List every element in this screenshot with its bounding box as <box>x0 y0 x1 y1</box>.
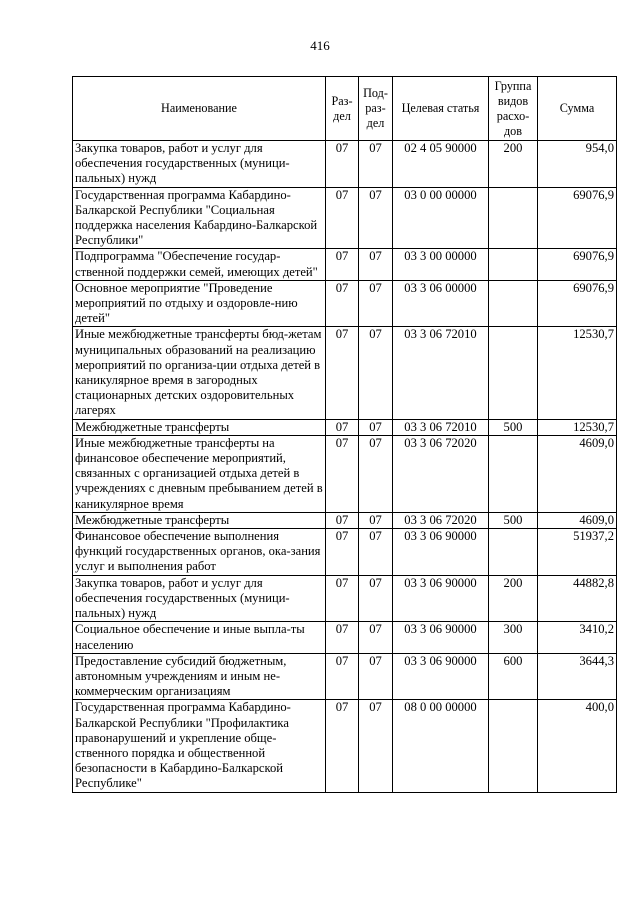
row-podrazdel: 07 <box>359 700 393 792</box>
row-statya: 03 0 00 00000 <box>393 187 489 249</box>
row-podrazdel: 07 <box>359 141 393 188</box>
row-gruppa: 200 <box>489 575 538 622</box>
row-gruppa <box>489 327 538 419</box>
row-razdel: 07 <box>326 141 359 188</box>
row-name: Подпрограмма "Обеспечение государ-ственной поддержки семей, имеющих детей" <box>73 249 326 280</box>
table-row <box>73 187 617 249</box>
row-gruppa: 500 <box>489 512 538 528</box>
table-row <box>73 529 617 576</box>
row-statya: 03 3 06 90000 <box>393 622 489 653</box>
row-razdel: 07 <box>326 529 359 576</box>
row-summa: 3644,3 <box>538 653 617 700</box>
row-gruppa <box>489 249 538 280</box>
header-podrazdel: Под-раз-дел <box>359 77 393 141</box>
row-razdel: 07 <box>326 575 359 622</box>
row-statya: 03 3 06 90000 <box>393 529 489 576</box>
row-podrazdel: 07 <box>359 529 393 576</box>
table-row <box>73 280 617 327</box>
row-razdel: 07 <box>326 435 359 512</box>
table-header <box>73 77 617 141</box>
row-statya: 03 3 06 72020 <box>393 512 489 528</box>
header-statya: Целевая статья <box>393 77 489 141</box>
table-row <box>73 141 617 188</box>
row-razdel: 07 <box>326 280 359 327</box>
row-gruppa: 600 <box>489 653 538 700</box>
row-podrazdel: 07 <box>359 187 393 249</box>
row-podrazdel: 07 <box>359 327 393 419</box>
row-name: Иные межбюджетные трансферты на финансовое обеспечение мероприятий, связанных с организацией отдыха детей в учреждениях с дневным пребыванием детей в каникулярное время <box>73 435 326 512</box>
row-statya: 08 0 00 00000 <box>393 700 489 792</box>
budget-table <box>72 76 617 793</box>
table-row <box>73 700 617 792</box>
row-gruppa <box>489 529 538 576</box>
row-razdel: 07 <box>326 419 359 435</box>
table-row <box>73 575 617 622</box>
row-razdel: 07 <box>326 327 359 419</box>
row-razdel: 07 <box>326 512 359 528</box>
row-gruppa <box>489 700 538 792</box>
row-statya: 03 3 00 00000 <box>393 249 489 280</box>
row-statya: 03 3 06 72010 <box>393 327 489 419</box>
row-podrazdel: 07 <box>359 419 393 435</box>
row-summa: 400,0 <box>538 700 617 792</box>
row-razdel: 07 <box>326 700 359 792</box>
row-gruppa <box>489 187 538 249</box>
row-podrazdel: 07 <box>359 249 393 280</box>
table-row <box>73 653 617 700</box>
row-statya: 02 4 05 90000 <box>393 141 489 188</box>
row-summa: 4609,0 <box>538 512 617 528</box>
row-statya: 03 3 06 72010 <box>393 419 489 435</box>
table-row <box>73 419 617 435</box>
row-summa: 69076,9 <box>538 187 617 249</box>
header-name: Наименование <box>73 77 326 141</box>
row-name: Закупка товаров, работ и услуг для обеспечения государственных (муници-пальных) нужд <box>73 141 326 188</box>
page-number: 416 <box>310 38 330 53</box>
row-gruppa <box>489 280 538 327</box>
row-podrazdel: 07 <box>359 512 393 528</box>
row-summa: 44882,8 <box>538 575 617 622</box>
row-name: Финансовое обеспечение выполнения функций государственных органов, ока-зания услуг и выполнения работ <box>73 529 326 576</box>
row-name: Социальное обеспечение и иные выпла-ты населению <box>73 622 326 653</box>
row-gruppa: 200 <box>489 141 538 188</box>
table-row <box>73 327 617 419</box>
table-row <box>73 512 617 528</box>
row-statya: 03 3 06 72020 <box>393 435 489 512</box>
row-summa: 12530,7 <box>538 419 617 435</box>
row-podrazdel: 07 <box>359 280 393 327</box>
row-podrazdel: 07 <box>359 575 393 622</box>
row-summa: 4609,0 <box>538 435 617 512</box>
row-statya: 03 3 06 90000 <box>393 575 489 622</box>
row-name: Предоставление субсидий бюджетным, автономным учреждениям и иным не-коммерческим организациям <box>73 653 326 700</box>
row-name: Основное мероприятие "Проведение мероприятий по отдыху и оздоровле-нию детей" <box>73 280 326 327</box>
row-gruppa: 500 <box>489 419 538 435</box>
row-statya: 03 3 06 90000 <box>393 653 489 700</box>
row-summa: 954,0 <box>538 141 617 188</box>
row-gruppa <box>489 435 538 512</box>
table-row <box>73 435 617 512</box>
header-summa: Сумма <box>538 77 617 141</box>
row-statya: 03 3 06 00000 <box>393 280 489 327</box>
header-gruppa: Группа видов расхо-дов <box>489 77 538 141</box>
table-body <box>73 141 617 793</box>
row-razdel: 07 <box>326 187 359 249</box>
row-name: Государственная программа Кабардино-Балкарской Республики "Профилактика правонарушений и укрепление обще-ственного порядка и общественной безопасности в Кабардино-Балкарской Республике" <box>73 700 326 792</box>
row-summa: 12530,7 <box>538 327 617 419</box>
row-summa: 69076,9 <box>538 249 617 280</box>
row-name: Межбюджетные трансферты <box>73 419 326 435</box>
row-summa: 69076,9 <box>538 280 617 327</box>
header-razdel: Раз-дел <box>326 77 359 141</box>
row-name: Государственная программа Кабардино-Балкарской Республики "Социальная поддержка населения Кабардино-Балкарской Республики" <box>73 187 326 249</box>
row-summa: 3410,2 <box>538 622 617 653</box>
row-summa: 51937,2 <box>538 529 617 576</box>
row-name: Межбюджетные трансферты <box>73 512 326 528</box>
row-gruppa: 300 <box>489 622 538 653</box>
row-name: Иные межбюджетные трансферты бюд-жетам муниципальных образований на реализацию мероприятий по организа-ции отдыха детей в каникулярное время в загородных стационарных детских оздоровительных лагерях <box>73 327 326 419</box>
row-podrazdel: 07 <box>359 622 393 653</box>
row-razdel: 07 <box>326 622 359 653</box>
table-row <box>73 249 617 280</box>
row-podrazdel: 07 <box>359 653 393 700</box>
row-razdel: 07 <box>326 653 359 700</box>
row-razdel: 07 <box>326 249 359 280</box>
row-name: Закупка товаров, работ и услуг для обеспечения государственных (муници-пальных) нужд <box>73 575 326 622</box>
table-row <box>73 622 617 653</box>
row-podrazdel: 07 <box>359 435 393 512</box>
